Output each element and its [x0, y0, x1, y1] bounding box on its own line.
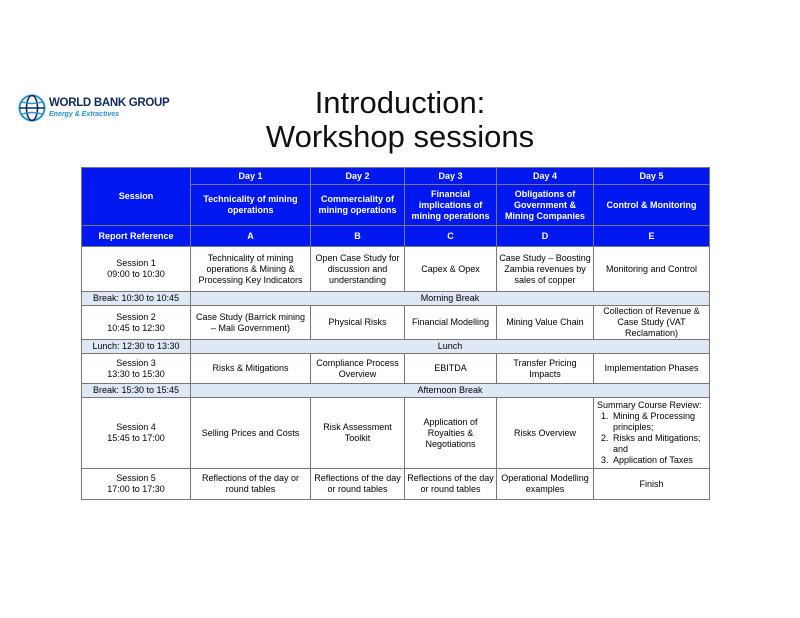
logo-subtitle: Energy & Extractives	[49, 110, 120, 118]
list-item: 2. Risks and Mitigations; and	[611, 433, 706, 455]
session-time: 10:45 to 12:30	[107, 322, 165, 333]
ref-e: E	[594, 226, 710, 247]
list-item: 3. Application of Taxes	[611, 455, 706, 466]
session-name: Session 4	[116, 422, 156, 432]
table-cell: EBITDA	[405, 354, 497, 384]
break-label: Morning Break	[191, 292, 710, 306]
table-cell: Application of Royalties & Negotiations	[405, 398, 497, 469]
workshop-sessions-table	[81, 167, 710, 500]
table-cell: Reflections of the day or round tables	[191, 469, 311, 500]
day-4-label: Day 4	[497, 168, 594, 185]
table-cell: Operational Modelling examples	[497, 469, 594, 500]
day-5-label: Day 5	[594, 168, 710, 185]
day-1-topic: Technicality of mining operations	[191, 185, 311, 226]
session-3-label	[82, 354, 191, 384]
table-cell: Technicality of mining operations & Mining & Processing Key Indicators	[191, 247, 311, 292]
table-row	[82, 469, 710, 500]
table-cell: Risk Assessment Toolkit	[311, 398, 405, 469]
table-cell: Mining Value Chain	[497, 306, 594, 340]
day-1-label: Day 1	[191, 168, 311, 185]
table-cell: Reflections of the day or round tables	[405, 469, 497, 500]
session-time: 09:00 to 10:30	[107, 269, 165, 279]
session-time: 13:30 to 15:30	[107, 368, 165, 379]
ref-c: C	[405, 226, 497, 247]
break-row	[82, 384, 710, 398]
session-5-label	[82, 469, 191, 500]
day-5-topic: Control & Monitoring	[594, 185, 710, 226]
summary-course-review	[594, 398, 710, 469]
session-name: Session 3	[116, 357, 156, 368]
table-cell: Monitoring and Control	[594, 247, 710, 292]
session-time: 17:00 to 17:30	[107, 484, 165, 494]
day-3-topic: Financial implications of mining operations	[405, 185, 497, 226]
table-cell: Physical Risks	[311, 306, 405, 340]
table-cell: Case Study (Barrick mining – Mali Government)	[191, 306, 311, 340]
table-cell: Transfer Pricing Impacts	[497, 354, 594, 384]
day-4-topic: Obligations of Government & Mining Companies	[497, 185, 594, 226]
break-label: Lunch	[191, 340, 710, 354]
break-row	[82, 292, 710, 306]
break-row	[82, 340, 710, 354]
day-2-topic: Commerciality of mining operations	[311, 185, 405, 226]
table-cell: Implementation Phases	[594, 354, 710, 384]
table-cell: Financial Modelling	[405, 306, 497, 340]
table-cell: Finish	[594, 469, 710, 500]
break-time: Lunch: 12:30 to 13:30	[82, 340, 191, 354]
table-cell: Collection of Revenue & Case Study (VAT Reclamation)	[594, 306, 710, 340]
review-list	[597, 411, 706, 466]
session-time: 15:45 to 17:00	[107, 433, 165, 443]
session-4-label	[82, 398, 191, 469]
session-2-label	[82, 306, 191, 340]
table-row	[82, 398, 710, 469]
list-item: 1. Mining & Processing principles;	[611, 411, 706, 433]
world-bank-group-logo	[18, 94, 169, 122]
review-title: Summary Course Review:	[597, 400, 702, 410]
table-row	[82, 306, 710, 340]
globe-icon	[18, 94, 46, 122]
table-cell: Capex & Opex	[405, 247, 497, 292]
session-header: Session	[82, 168, 191, 226]
session-name: Session 5	[116, 473, 156, 483]
table-cell: Open Case Study for discussion and understanding	[311, 247, 405, 292]
session-1-label	[82, 247, 191, 292]
title-line-2: Workshop sessions	[265, 119, 535, 154]
ref-a: A	[191, 226, 311, 247]
report-reference-label: Report Reference	[82, 226, 191, 247]
table-cell: Case Study – Boosting Zambia revenues by sales of copper	[497, 247, 594, 292]
session-name: Session 1	[116, 258, 156, 268]
break-time: Break: 10:30 to 10:45	[82, 292, 191, 306]
day-3-label: Day 3	[405, 168, 497, 185]
break-time: Break: 15:30 to 15:45	[82, 384, 191, 398]
day-2-label: Day 2	[311, 168, 405, 185]
ref-d: D	[497, 226, 594, 247]
break-label: Afternoon Break	[191, 384, 710, 398]
table-cell: Risks & Mitigations	[191, 354, 311, 384]
table-cell: Selling Prices and Costs	[191, 398, 311, 469]
title-line-1: Introduction:	[314, 85, 486, 120]
table-cell: Risks Overview	[497, 398, 594, 469]
table-row	[82, 354, 710, 384]
ref-b: B	[311, 226, 405, 247]
table-row	[82, 247, 710, 292]
session-name: Session 2	[116, 311, 156, 322]
logo-name: WORLD BANK GROUP	[49, 97, 170, 110]
page-title	[200, 86, 600, 154]
table-cell: Reflections of the day or round tables	[311, 469, 405, 500]
table-cell: Compliance Process Overview	[311, 354, 405, 384]
